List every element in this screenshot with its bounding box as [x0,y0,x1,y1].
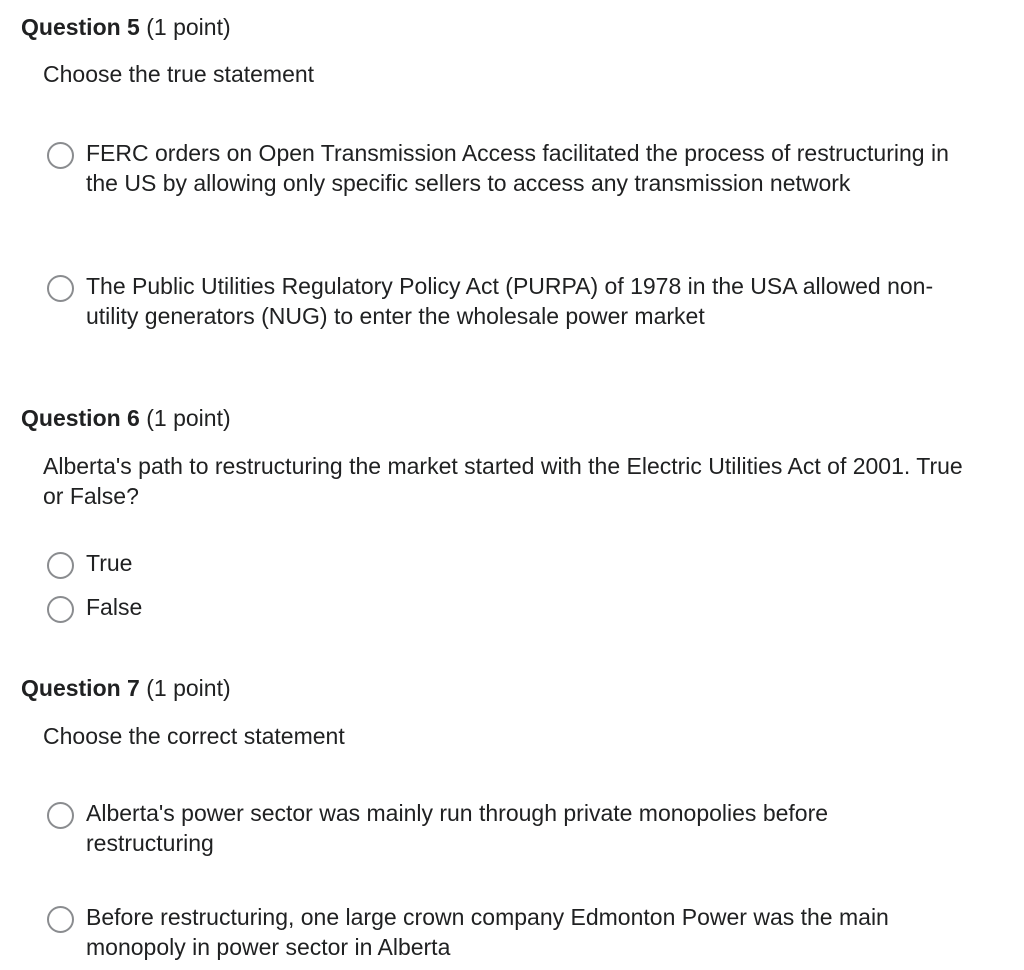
option-label[interactable]: Alberta's power sector was mainly run through private monopolies before restructuring [86,800,829,856]
radio-button[interactable] [47,552,74,579]
question-7-option-2[interactable] [47,902,977,962]
question-7-option-1[interactable] [47,798,977,858]
radio-button[interactable] [47,906,74,933]
radio-button[interactable] [47,142,74,169]
question-6-option-false[interactable] [47,592,977,623]
option-label[interactable]: Before restructuring, one large crown company Edmonton Power was the main monopoly in power sector in Alberta [86,904,889,960]
radio-button[interactable] [47,275,74,302]
radio-button[interactable] [47,802,74,829]
question-7-header [21,673,231,703]
question-5-header [21,12,231,42]
question-6-option-true[interactable] [47,548,977,579]
question-title: Question 6 [21,405,140,431]
question-title: Question 7 [21,675,140,701]
question-5-prompt: Choose the true statement [43,61,315,87]
option-label[interactable]: FERC orders on Open Transmission Access facilitated the process of restructuring in the US by allowing only specific sellers to access any transmission network [86,140,949,196]
option-label[interactable]: The Public Utilities Regulatory Policy Act (PURPA) of 1978 in the USA allowed non-utility generators (NUG) to enter the wholesale power market [86,273,934,329]
option-label[interactable]: False [86,594,143,620]
question-7-prompt: Choose the correct statement [43,723,345,749]
question-points: (1 point) [146,405,231,431]
question-6-prompt: Alberta's path to restructuring the market started with the Electric Utilities Act of 2001. True or False? [43,453,963,509]
question-points: (1 point) [146,675,231,701]
radio-button[interactable] [47,596,74,623]
question-points: (1 point) [146,14,231,40]
question-6-header [21,403,231,433]
question-title: Question 5 [21,14,140,40]
question-5-option-1[interactable] [47,138,977,198]
option-label[interactable]: True [86,550,133,576]
question-5-option-2[interactable] [47,271,977,331]
